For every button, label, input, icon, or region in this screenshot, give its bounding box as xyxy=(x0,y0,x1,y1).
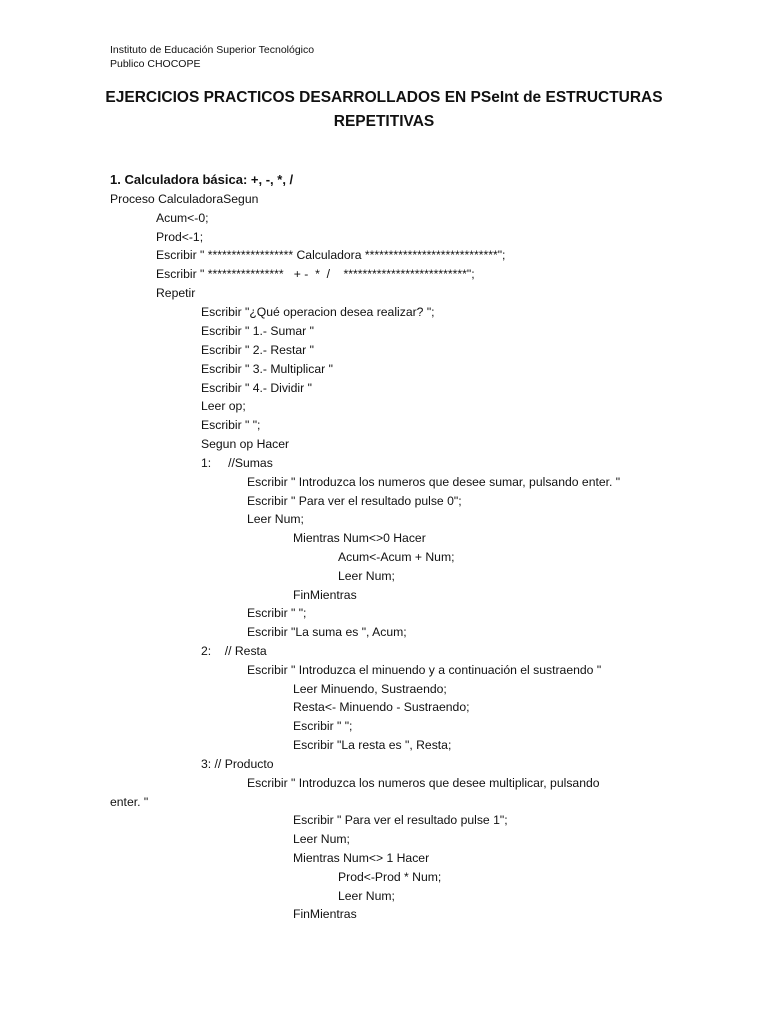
code-line: Resta<- Minuendo - Sustraendo; xyxy=(293,700,470,714)
code-line: Escribir "¿Qué operacion desea realizar? "; xyxy=(201,305,435,319)
code-line: 3: // Producto xyxy=(201,757,274,771)
code-line: Mientras Num<> 1 Hacer xyxy=(293,851,430,865)
code-line: Leer Num; xyxy=(293,832,350,846)
code-line: Escribir " 2.- Restar " xyxy=(201,343,314,357)
code-line: Escribir " **************** + - * / **************************"; xyxy=(156,267,475,281)
code-line: enter. " xyxy=(110,795,149,809)
code-line: FinMientras xyxy=(293,588,357,602)
code-line: Escribir " Para ver el resultado pulse 0"; xyxy=(247,494,462,508)
code-line: Repetir xyxy=(156,286,196,300)
code-line: Escribir " "; xyxy=(201,418,261,432)
code-line: Segun op Hacer xyxy=(201,437,290,451)
code-line: Leer Num; xyxy=(338,569,395,583)
code-line: Escribir " Introduzca los numeros que desee multiplicar, pulsando xyxy=(247,776,600,790)
code-line: Leer Num; xyxy=(247,512,304,526)
code-line: Acum<-Acum + Num; xyxy=(338,550,455,564)
code-line: Leer op; xyxy=(201,399,246,413)
code-line: Escribir " Introduzca el minuendo y a continuación el sustraendo " xyxy=(247,663,602,677)
code-line: Escribir " 3.- Multiplicar " xyxy=(201,362,333,376)
code-line: Leer Minuendo, Sustraendo; xyxy=(293,682,447,696)
code-line: Escribir " Para ver el resultado pulse 1"; xyxy=(293,813,508,827)
code-line: Escribir " ****************** Calculadora ****************************"; xyxy=(156,248,506,262)
code-line: Prod<-Prod * Num; xyxy=(338,870,442,884)
code-line: Escribir " 4.- Dividir " xyxy=(201,381,312,395)
institution-name: Instituto de Educación Superior Tecnológico xyxy=(110,44,315,56)
institution-subname: Publico CHOCOPE xyxy=(110,58,201,70)
code-line: 2: // Resta xyxy=(201,644,267,658)
code-line: Escribir " "; xyxy=(247,606,307,620)
code-line: FinMientras xyxy=(293,907,357,921)
code-line: Escribir "La resta es ", Resta; xyxy=(293,738,452,752)
code-line: Escribir " "; xyxy=(293,719,353,733)
code-line: Acum<-0; xyxy=(156,211,209,225)
code-line: Proceso CalculadoraSegun xyxy=(110,192,259,206)
code-line: Mientras Num<>0 Hacer xyxy=(293,531,426,545)
exercise-heading: 1. Calculadora básica: +, -, *, / xyxy=(110,172,294,187)
document-title-line2: REPETITIVAS xyxy=(333,113,435,130)
code-line: Leer Num; xyxy=(338,889,395,903)
code-line: Prod<-1; xyxy=(156,230,204,244)
code-line: 1: //Sumas xyxy=(201,456,273,470)
document-title-line1: EJERCICIOS PRACTICOS DESARROLLADOS EN PSeInt de ESTRUCTURAS xyxy=(105,89,663,106)
code-line: Escribir "La suma es ", Acum; xyxy=(247,625,407,639)
code-line: Escribir " 1.- Sumar " xyxy=(201,324,314,338)
code-line: Escribir " Introduzca los numeros que desee sumar, pulsando enter. " xyxy=(247,475,621,489)
